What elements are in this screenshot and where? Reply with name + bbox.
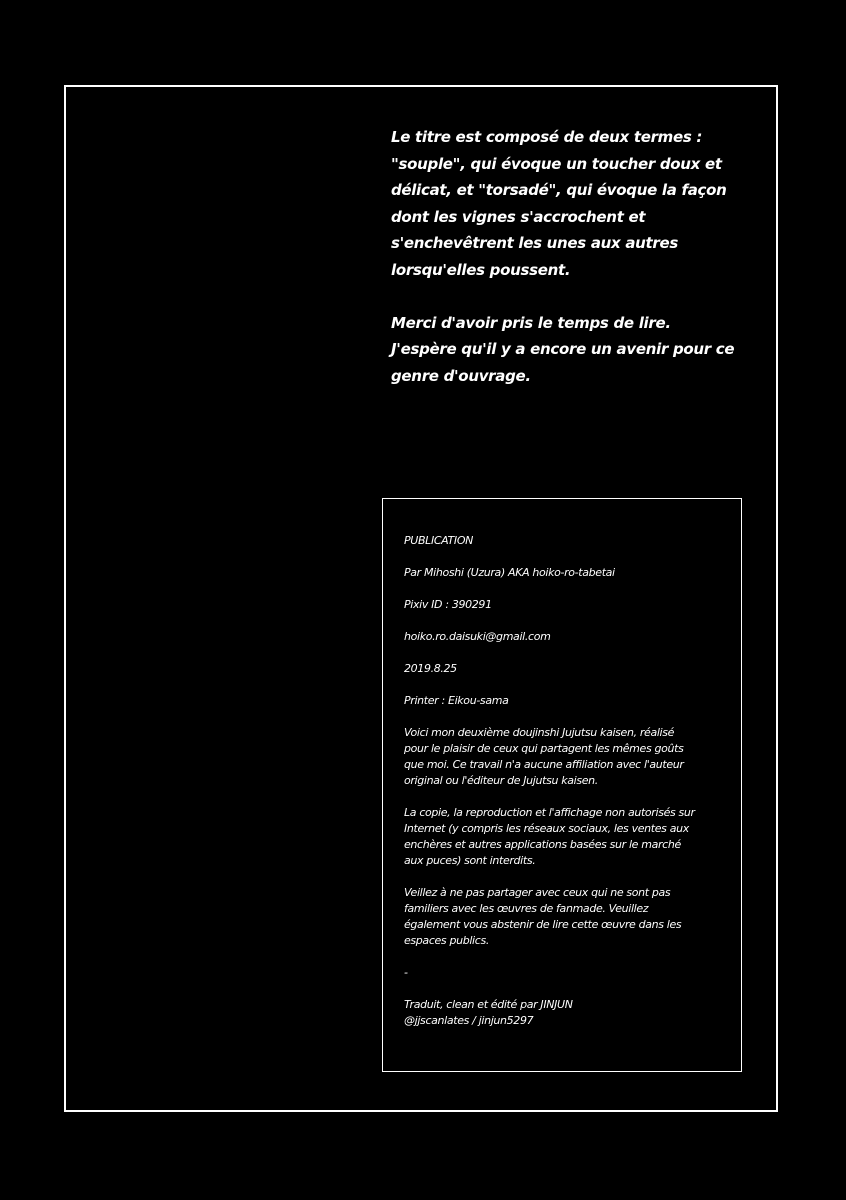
publication-heading: PUBLICATION <box>404 534 474 547</box>
intro-line: Le titre est composé de deux termes : <box>391 128 703 146</box>
printer-line: Printer : Eikou-sama <box>404 694 509 707</box>
intro-line: "souple", qui évoque un toucher doux et <box>391 154 722 173</box>
email-line: hoiko.ro.daisuki@gmail.com <box>404 630 551 643</box>
sharing-line: familiers avec les œuvres de fanmade. Veuillez <box>404 902 649 915</box>
sharing-line: également vous abstenir de lire cette œuvre dans les <box>404 918 682 931</box>
intro-line: délicat, et "torsadé", qui évoque la façon <box>391 181 727 199</box>
credits-paragraph <box>404 997 732 1029</box>
separator-dash: - <box>404 966 408 979</box>
disclaimer-line: Voici mon deuxième doujinshi Jujutsu kaisen, réalisé <box>404 726 675 739</box>
copyright-line: enchères et autres applications basées sur le marché <box>404 838 681 851</box>
thanks-line: genre d'ouvrage. <box>391 366 531 385</box>
disclaimer-line: original ou l'éditeur de Jujutsu kaisen. <box>404 774 598 787</box>
sharing-line: espaces publics. <box>404 934 489 947</box>
sharing-paragraph <box>404 885 732 949</box>
credits-line: Traduit, clean et édité par JINJUN <box>404 998 573 1011</box>
thanks-line: J'espère qu'il y a encore un avenir pour ce <box>391 340 735 358</box>
paragraph-gap <box>391 283 751 310</box>
publication-box <box>382 498 742 1072</box>
date-line: 2019.8.25 <box>404 662 457 675</box>
copyright-line: Internet (y compris les réseaux sociaux, les ventes aux <box>404 822 689 835</box>
disclaimer-line: que moi. Ce travail n'a aucune affiliation avec l'auteur <box>404 758 684 771</box>
thanks-line: Merci d'avoir pris le temps de lire. <box>391 313 671 332</box>
pixiv-id-line: Pixiv ID : 390291 <box>404 598 492 611</box>
intro-text-block <box>391 124 751 389</box>
author-line: Par Mihoshi (Uzura) AKA hoiko-ro-tabetai <box>404 566 615 579</box>
copyright-line: La copie, la reproduction et l'affichage non autorisés sur <box>404 806 695 819</box>
intro-line: lorsqu'elles poussent. <box>391 260 571 279</box>
sharing-line: Veillez à ne pas partager avec ceux qui ne sont pas <box>404 886 671 899</box>
copyright-paragraph <box>404 805 732 869</box>
intro-line: dont les vignes s'accrochent et <box>391 207 646 226</box>
intro-line: s'enchevêtrent les unes aux autres <box>391 234 678 252</box>
disclaimer-line: pour le plaisir de ceux qui partagent les mêmes goûts <box>404 742 684 755</box>
copyright-line: aux puces) sont interdits. <box>404 854 536 867</box>
disclaimer-paragraph <box>404 725 732 789</box>
publication-content <box>404 533 732 1045</box>
credits-line: @jjscanlates / jinjun5297 <box>404 1014 534 1027</box>
